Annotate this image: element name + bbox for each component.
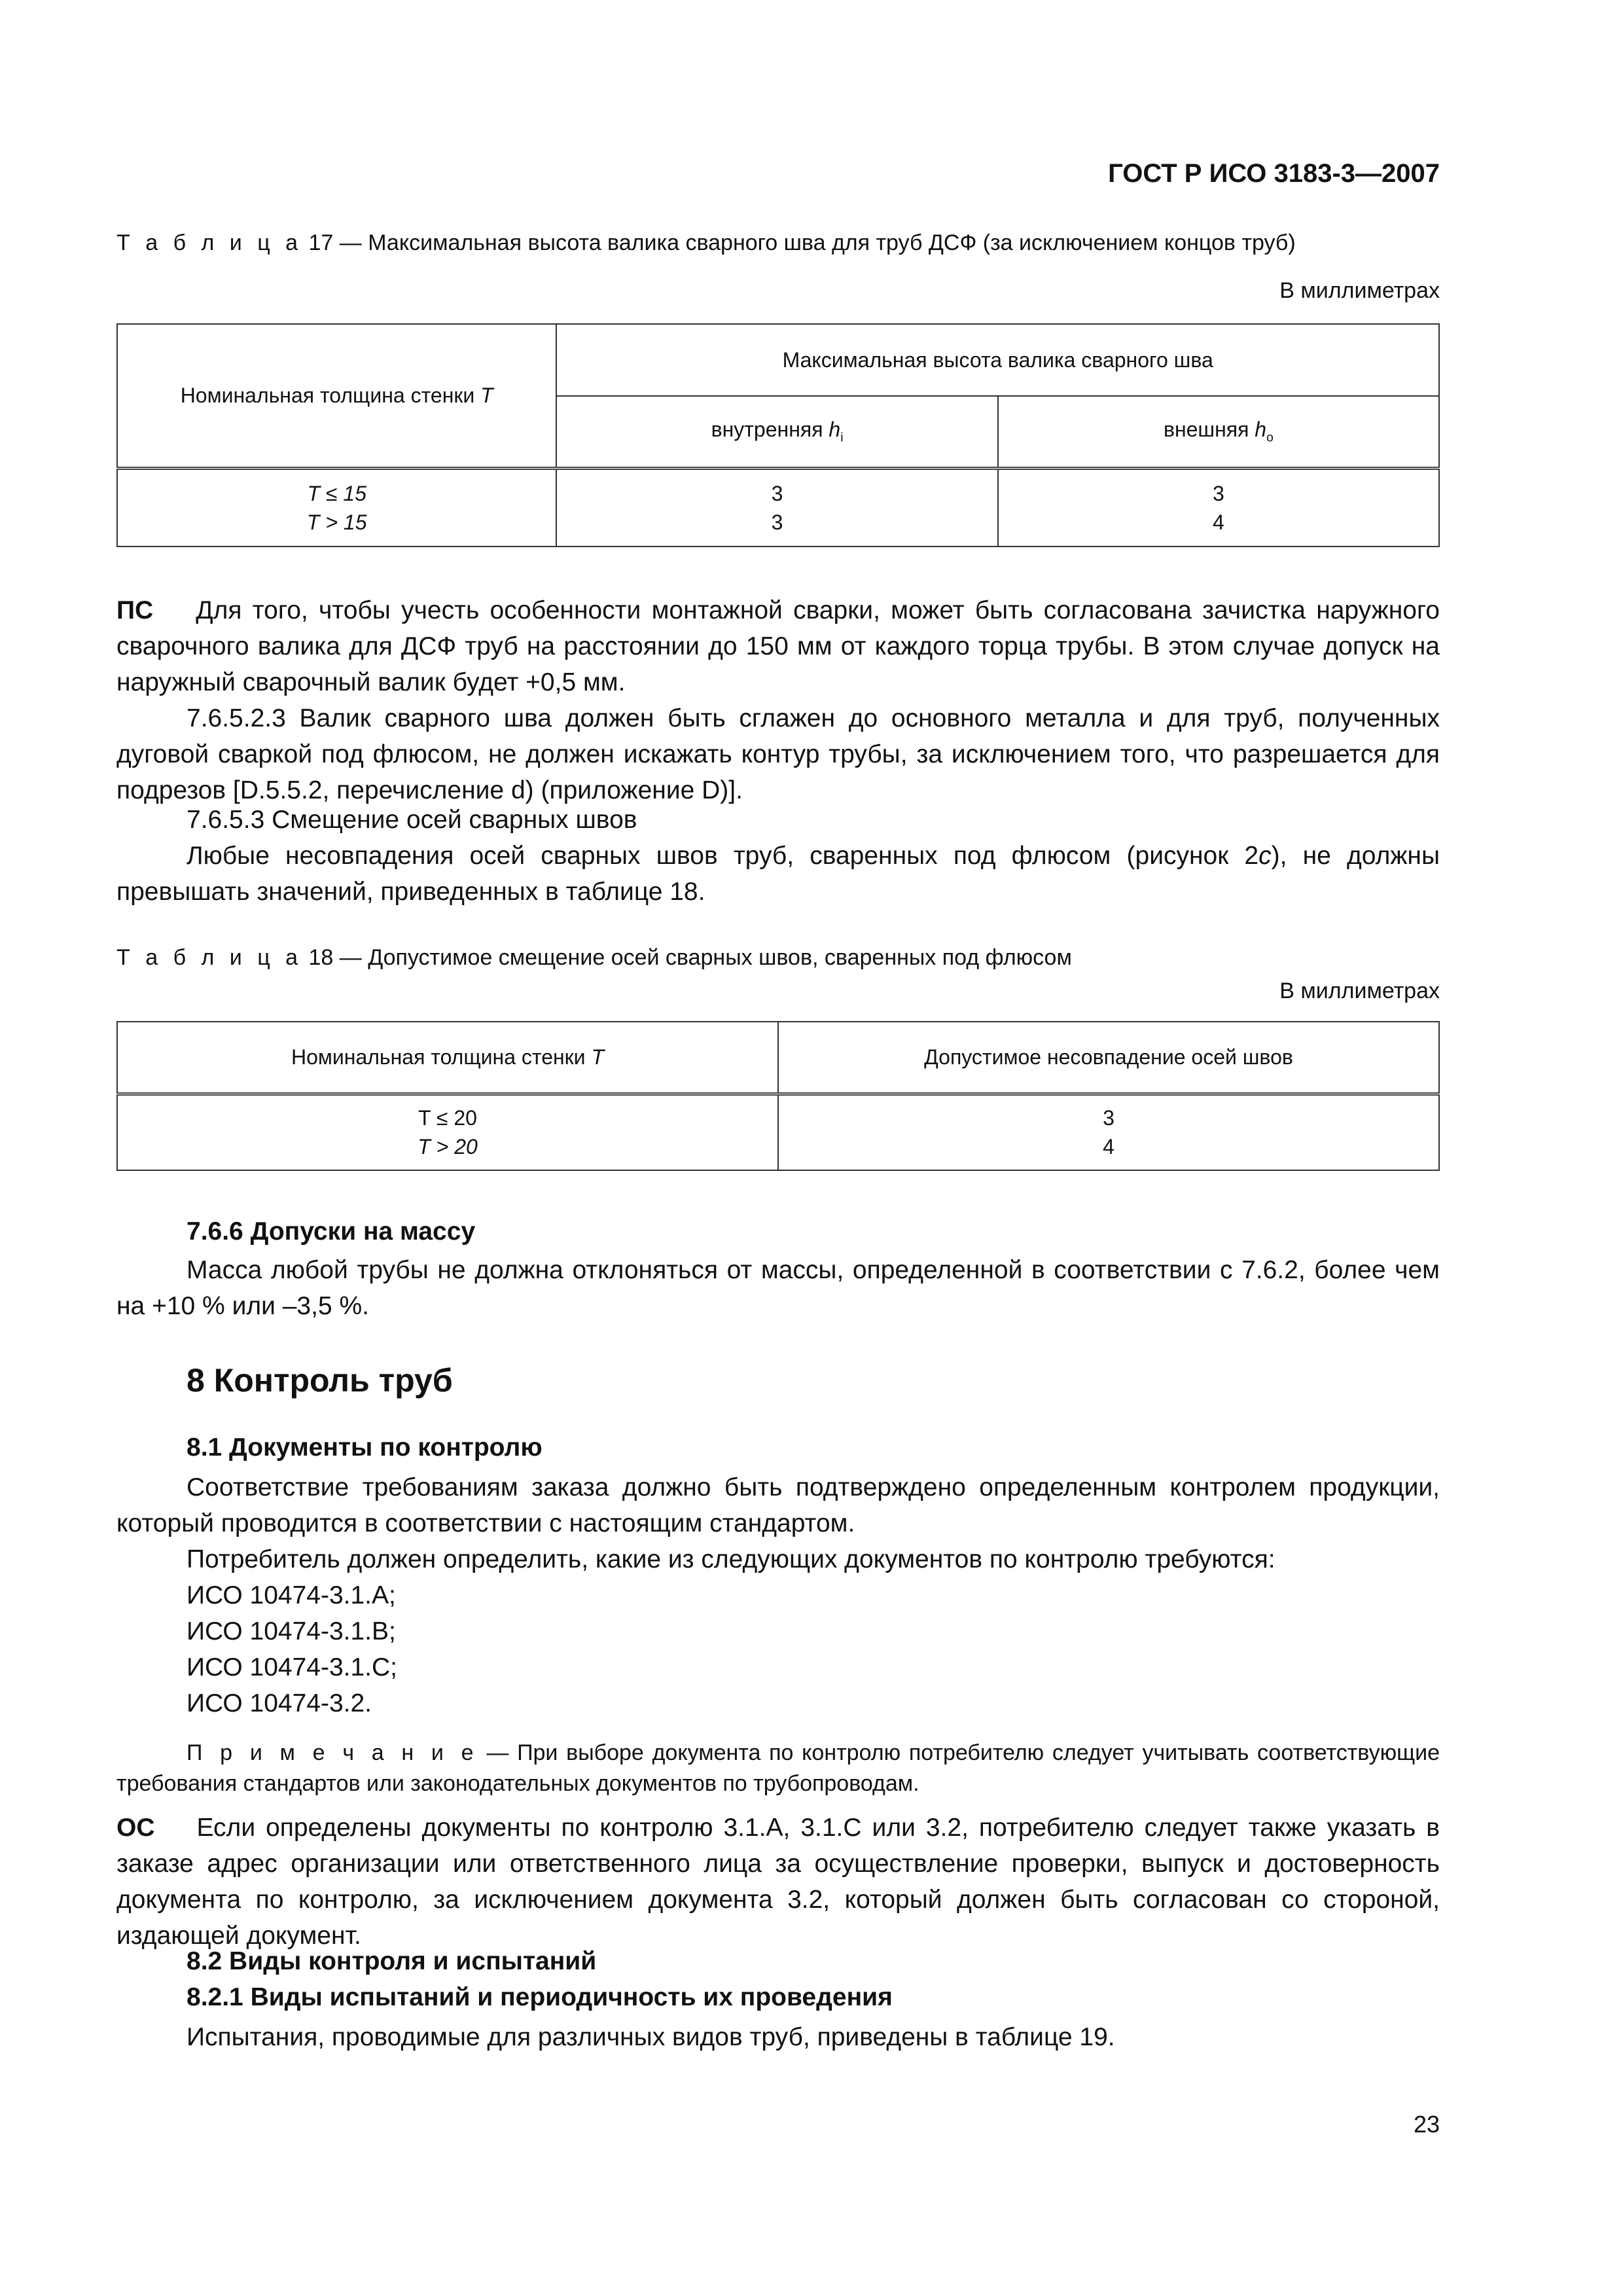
table17-header-outer: внешняя $h_o$ — [998, 396, 1439, 468]
table-row: T ≤ 15 — [307, 481, 366, 505]
table17-cell-outer: 3 4 — [998, 468, 1439, 547]
table18-caption — [116, 945, 1072, 971]
table18 — [116, 1021, 1440, 1171]
paragraph-8-1-b: Потребитель должен определить, какие из следующих документов по контролю требуются: — [187, 1545, 1275, 1573]
table18-cell-deviation: 3 4 — [778, 1094, 1439, 1170]
table-row: T ≤ 20 — [418, 1106, 477, 1130]
document-header: ГОСТ Р ИСО 3183-3—2007 — [1108, 159, 1440, 188]
table17-header-inner: внутренняя $h_i$ — [556, 396, 997, 468]
table17-caption-text: 17 — Максимальная высота валика сварного шва для труб ДСФ (за исключением концов труб) — [308, 230, 1296, 255]
paragraph-7-6-6: Масса любой трубы не должна отклоняться от массы, определенной в соответствии с 7.6.2, более чем на +10 % или –3,5 %. — [116, 1256, 1440, 1320]
paragraph-7-6-5-3: Любые несовпадения осей сварных швов труб, сваренных под флюсом (рисунок 2с), не должны превышать значений, приведенных в таблице 18. — [116, 842, 1440, 906]
table17-units: В миллиметрах — [1279, 278, 1440, 303]
table18-caption-prefix: Т а б л и ц а — [116, 945, 303, 970]
list-item: ИСО 10474-3.1.В; — [187, 1617, 396, 1645]
heading-7-6-6: 7.6.6 Допуски на массу — [187, 1217, 476, 1246]
table17-header-group: Максимальная высота валика сварного шва — [556, 324, 1439, 396]
table18-header-deviation: Допустимое несовпадение осей швов — [778, 1022, 1439, 1094]
table18-units: В миллиметрах — [1279, 978, 1440, 1003]
note-8-1: П р и м е ч а н и е — При выборе документа по контролю потребителю следует учитывать соответствующие требования стандартов или законодательных документов по трубопроводам. — [116, 1740, 1440, 1796]
table18-cell-thickness — [117, 1094, 778, 1170]
list-item: ИСО 10474-3.1.С; — [187, 1653, 397, 1681]
table17 — [116, 323, 1440, 547]
thickness-symbol: T — [480, 383, 493, 407]
table18-header-thickness: Номинальная толщина стенки T — [117, 1022, 778, 1094]
os-label: ОС — [116, 1814, 155, 1842]
table18-caption-text: 18 — Допустимое смещение осей сварных швов, сваренных под флюсом — [308, 945, 1072, 970]
os-text: Если определены документы по контролю 3.1.А, 3.1.С или 3.2, потребителю следует также указать в заказе адрес организации или ответственного лица за осуществление проверки, выпуск и достоверность документа по контролю, за исключением документа 3.2, который должен быть согласован со стороной, издающей документ. — [116, 1814, 1440, 1950]
os-paragraph — [116, 1810, 1440, 1954]
list-item: ИСО 10474-3.1.А; — [187, 1581, 396, 1609]
paragraph-7-6-5-2-3: 7.6.5.2.3 Валик сварного шва должен быть сглажен до основного металла и для труб, полученных дуговой сваркой под флюсом, не должен искажать контур трубы, за исключением того, что разрешается для подрезов [D.5.5.2, перечисление d) (приложение D)]. — [116, 704, 1440, 804]
page-number: 23 — [1413, 2111, 1440, 2138]
table17-cell-thickness — [117, 468, 556, 547]
heading-8-1: 8.1 Документы по контролю — [187, 1433, 543, 1462]
ps-paragraph — [116, 592, 1440, 700]
table17-caption — [116, 230, 1296, 256]
table-row: T > 15 — [306, 510, 367, 534]
table-row: T > 20 — [418, 1135, 478, 1159]
table17-caption-prefix: Т а б л и ц а — [116, 230, 303, 255]
paragraph-8-2-1: Испытания, проводимые для различных видов труб, приведены в таблице 19. — [187, 2023, 1115, 2051]
heading-8-2: 8.2 Виды контроля и испытаний — [187, 1947, 597, 1975]
ps-text: Для того, чтобы учесть особенности монтажной сварки, может быть согласована зачистка наружного сварочного валика для ДСФ труб на расстоянии до 150 мм от каждого торца трубы. В этом случае допуск на наружный сварочный валик будет +0,5 мм. — [116, 596, 1440, 696]
ps-label: ПС — [116, 596, 154, 624]
heading-8-2-1: 8.2.1 Виды испытаний и периодичность их проведения — [187, 1983, 893, 2011]
table17-header-thickness: Номинальная толщина стенки T — [117, 324, 556, 468]
paragraph-8-1-a: Соответствие требованиям заказа должно быть подтверждено определенным контролем продукции, который проводится в соответствии с настоящим стандартом. — [116, 1473, 1440, 1537]
list-item: ИСО 10474-3.2. — [187, 1689, 372, 1717]
heading-section-8: 8 Контроль труб — [187, 1362, 453, 1399]
heading-7-6-5-3: 7.6.5.3 Смещение осей сварных швов — [187, 806, 637, 834]
table17-cell-inner: 3 3 — [556, 468, 997, 547]
